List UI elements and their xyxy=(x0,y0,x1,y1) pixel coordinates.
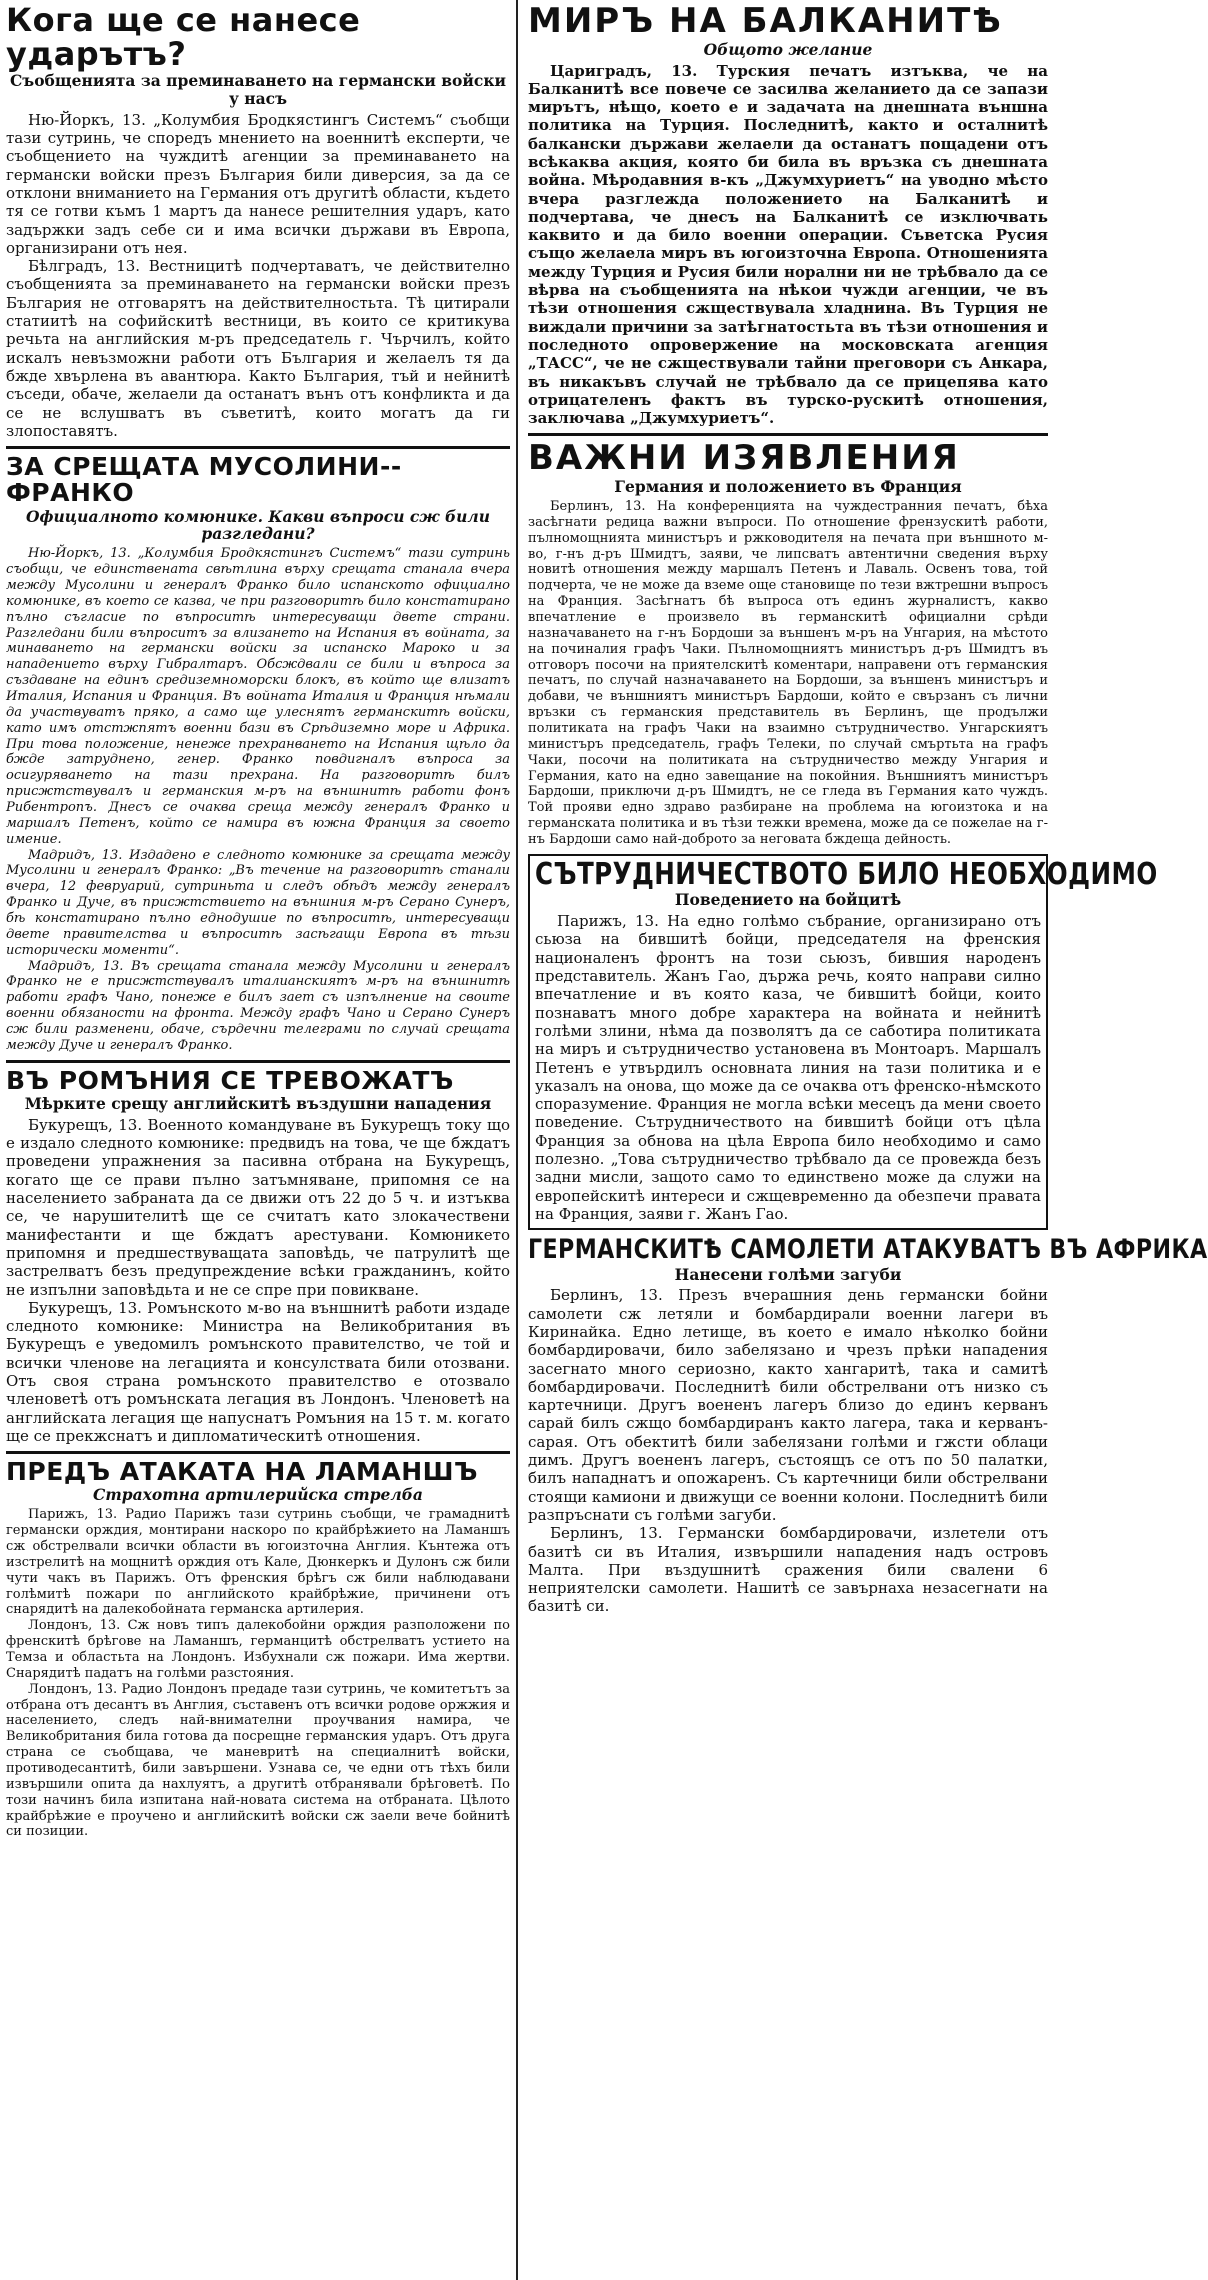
article-paragraph: Лондонъ, 13. Радио Лондонъ предаде тази сутринь, че комитетътъ за отбрана отъ десантъ въ Англия, съставенъ отъ всички родове оржжия и населението, следъ най-внимателни проучвания намира, че Великобритания била готова да посрещне германския ударъ. Отъ друга страна се съобщава, че маневритѣ на специалнитѣ войски, противодесантитѣ, били завършени. Узнава се, че едни отъ тѣхъ били извършили опита да нахлуятъ, а другитѣ отбранявали брѣговетѣ. По този начинъ била изпитана най-новата система на отбраната. Цѣлото крайбрѣжие е проучено и английскитѣ войски сж заели вече бойнитѣ си позиции. xyxy=(6,1681,510,1840)
article-subhead: Съобщенията за преминаването на германски войски у насъ xyxy=(9,71,507,108)
article-paragraph: Мадридъ, 13. Издадено е следното комюнике за срещата между Мусолини и генералъ Франко: „Въ течение на разговоритѣ станали вчера, 12 февруарий, сутриньта и следъ обѣдъ между генералъ Франко и Дуче, въ присжтствието на външния м-ръ Серано Сунеръ, бѣ констатирано пълно еднодушие по въпроситѣ, интересуващи двете правителства и въпроситѣ засѣгащи Европа въ тѣзи исторически моменти“. xyxy=(6,847,510,958)
article-balkans xyxy=(528,1,1048,428)
article-statements xyxy=(528,438,1048,847)
article-subhead: Страхотна артилерийска стрелба xyxy=(93,1485,423,1505)
article-headline: Кога ще се нанесе ударътъ? xyxy=(6,1,361,73)
article-headline: ВЪ РОМЪНИЯ СЕ ТРЕВОЖАТЪ xyxy=(6,1065,454,1095)
article-paragraph: Букурещъ, 13. Военното командуване въ Букурещъ току що е издало следното комюнике: предвидъ на това, че ще бждатъ проведени упражнения за пасивна отбрана на Букурещъ, когато ще се прави пълно затъмняване, припомня се на населението забраната да се движи отъ 22 до 5 ч. и изтъква се, че нарушителитѣ ще се считатъ като злокачествени манифестанти и ще бждатъ арестувани. Комюникето припомня и предшествуващата заповѣдь, че патрулитѣ ще застрелватъ безъ предупреждение всѣки гражданинъ, който не изпълни заповѣдьта и не се спре при повикване. xyxy=(6,1115,510,1299)
section-rule xyxy=(528,433,1048,436)
article-headline: МИРЪ НА БАЛКАНИТѢ xyxy=(528,1,1003,41)
article-paragraph: Берлинъ, 13. На конференцията на чуждестранния печатъ, бѣха засѣгнати редица важни въпроси. По отношение френзускитѣ работи, пълномощнията министъръ и ржководителя на печата при външното м-во, г-нъ д-ръ Шмидтъ, заяви, че липсватъ автентични сведения върху новитѣ отношения между маршалъ Петенъ и Лаваль. Освенъ това, той подчерта, че не може да вземе още становище по тези вжтрешни въпросъ на Франция. Засѣгнатъ бѣ въпроса отъ единъ журналистъ, какво впечатление е произвело въ германскитѣ официални срѣди назначаването на г-нъ Бордоши за външенъ м-ръ на Унгария, на мѣстото на починалия графъ Чаки. Пълномощниятъ министъръ д-ръ Шмидтъ въ отговоръ посочи на приятелскитѣ коментари, направени отъ германския печатъ, по случай назначаването на Бордоши, за външенъ министъръ и добави, че външниятъ министъръ Бардоши, който е свързанъ съ лични връзки съ германския представитель въ Берлинъ, ще продължи политиката на графъ Чаки на взаимно сътрудничество. Унгарскиятъ министъръ председатель, графъ Телеки, по случай смъртьта на графъ Чаки, посочи на политиката на сътрудничество между Унгария и Германия, като на едно завещание на покойния. Външниятъ министъръ Бардоши, приключи д-ръ Шмидтъ, не се гледа въ Германия като чуждъ. Той прояви едно здраво разбиране на проблема на югоизтока и на германската политика и въ тѣзи тежки времена, може да се пожелае на г-нъ Бардоши само най-доброто за неговата бждеща дейность. xyxy=(528,498,1048,847)
right-column xyxy=(528,1,1208,1622)
article-paragraph: Мадридъ, 13. Въ срещата станала между Мусолини и генералъ Франко не е присжтствувалъ италианскиятъ м-ръ на външнитѣ работи графъ Чано, понеже е билъ зает съ изпълнение на своите военни обязаности на фронта. Между графъ Чано и Серано Сунеръ сж били разменени, обаче, сърдечни телеграми по случай срещата между Дуче и генералъ Франко. xyxy=(6,958,510,1053)
article-cooperation xyxy=(528,854,1158,1230)
article-subhead: Поведението на бойцитѣ xyxy=(674,890,902,910)
article-paragraph: Ню-Йоркъ, 13. „Колумбия Бродкястингъ Системъ“ тази сутринь съобщи, че единствената свѣтлина върху срещата станала вчера между Мусолини и генералъ Франко било испанското официално комюнике, въ което се казва, че при разговоритѣ било констатирано пълно съгласие по въпроситѣ интересуващи двете страни. Разгледани били въпроситъ за влизането на Испания въ войната, за минаването на германски войски за испанско Мароко и за нападението върху Гибралтаръ. Обсждвали се били и въпроса за създаване на единъ средиземноморски блокъ, въ който ще влизатъ Италия, Испания и Франция. Въ войната Италия и Франция нѣмали да участвуватъ пряко, а само ще улеснятъ германскитѣ войски, като имъ отстжпятъ военни бази въ Срѣдиземно море и Африка. При това положение, ненеже прехранването на Испания щѣло да бжде затруднено, генер. Франко повдигналъ въпроса за осигуряването на тази прехрана. На разговоритѣ билъ присжтствувалъ и германския м-ръ на външнитѣ работи фонъ Рибентропъ. Днесъ се очаква среща между генералъ Франко и маршалъ Петенъ, който се намира въ южна Франция за своето имение. xyxy=(6,546,510,847)
article-paragraph: Бѣлградъ, 13. Вестницитѣ подчертаватъ, че действително съобщенията за преминаването на германски войски презъ България не отговарятъ на действителностьта. Тѣ цитирали статиитѣ на софийскитѣ вестници, въ които се критикува речьта на английския м-ръ председатель г. Чърчилъ, който искалъ невъзможни работи отъ България и желаелъ тя да бжде хвърлена въ авантюра. Както България, тъй и нейнитѣ съседи, обаче, желаели да останатъ вънъ отъ конфликта и да се не вслушватъ въ съветитѣ, които могатъ да ги злопоставятъ. xyxy=(6,257,510,440)
section-rule xyxy=(6,1060,510,1063)
article-channel xyxy=(6,1459,510,1840)
article-headline: ГЕРМАНСКИТѢ САМОЛЕТИ АТАКУВАТЪ ВЪ АФРИКА xyxy=(528,1234,1208,1266)
section-rule xyxy=(6,1451,510,1454)
article-headline: ЗА СРЕЩАТА МУСОЛИНИ--ФРАНКО xyxy=(6,452,402,508)
article-paragraph: Парижъ, 13. На едно голѣмо събрание, организирано отъ сьюза на бившитѣ бойци, председателя на френския националенъ фронтъ на този сьюзъ, бившия народенъ представитель. Жанъ Гао, държа речь, която направи силно впечатление и въ която каза, че бившитѣ бойци, които познаватъ много добре характера на войната и нейнитѣ голѣми злини, нѣма да позволятъ да се саботира политиката на миръ и сътрудничество установена въ Монтоаръ. Маршалъ Петенъ е утвърдилъ основната линия на тази политика и е указалъ на онова, що може да се очаква отъ френско-нѣмското споразумение. Франция не могла всѣки месецъ да мени своето поведение. Сътрудничеството на бившитѣ бойци отъ цѣла Франция за обнова на цѣла Европа било необходимо и само полезно. „Това сътрудничество трѣбвало да се провежда безъ задни мисли, защото само то единствено може да служи на европейскитѣ интереси и сжщевременно да обезпечи правата на Франция, заяви г. Жанъ Гао. xyxy=(535,912,1041,1223)
column-divider xyxy=(516,0,518,2280)
article-paragraph: Цариградъ, 13. Турския печатъ изтъква, че на Балканитѣ все повече се засилва желанието да се запази мирътъ, нѣщо, което е и задачата на днешната външна политика на Турция. Последнитѣ, както и осталнитѣ балкански държави желаели да останатъ пощадени отъ всѣкаква акция, която би била въ връзка съ днешната война. Мѣродавния в-къ „Джумхуриетъ“ на уводно мѣсто вчера разглежда положението на Балканитѣ и подчертава, че днесъ на Балканитѣ се изключвать каквито и да било военни операции. Съветска Русия също желаела миръ въ югоизточна Европа. Отношенията между Турция и Русия били норални ни не трѣбвало да се вѣрва на съобщенията на нѣкои чужди агенции, че въ тѣзи отношения сжществувала хладнина. Въ Турция не виждали причини за затѣгнатостьта въ тѣзи отношения и последното опровержение на московската агенция „ТАСС“, че не сжществували тайни преговори съ Анкара, въ никакъвъ случай не трѣбвало да се прицепява като отрицателенъ фактъ въ турско-рускитѣ отношения, заключава „Джумхуриетъ“. xyxy=(528,61,1048,428)
article-mussolini-franco xyxy=(6,454,510,1054)
article-paragraph: Ню-Йоркъ, 13. „Колумбия Бродкястингъ Системъ“ съобщи тази сутринь, че споредъ мнението на военнитѣ експерти, че съобщението на чуждитѣ агенции за преминаването на германски войски презъ България били диверсия, за да се отклони вниманието на Германия отъ другитѣ области, където тя се готви къмъ 1 мартъ да нанесе решителния ударъ, като задържки задъ себе си и има всички държави въ Европа, организирани отъ нея. xyxy=(6,110,510,257)
article-subhead: Нанесени голѣми загуби xyxy=(674,1264,902,1284)
section-rule xyxy=(6,446,510,449)
article-headline: СЪТРУДНИЧЕСТВОТО БИЛО НЕОБХОДИМО xyxy=(535,856,1158,892)
article-headline: ВАЖНИ ИЗЯВЛЕНИЯ xyxy=(528,438,960,479)
article-paragraph: Берлинъ, 13. Германски бомбардировачи, излетели отъ базитѣ си въ Италия, извършили нападения надъ островъ Малта. При въздушнитѣ сражения били свалени 6 неприятелски самолети. Нашитѣ се завърнаха незасегнати на базитѣ си. xyxy=(528,1524,1048,1616)
article-romania xyxy=(6,1065,510,1445)
left-column xyxy=(6,1,510,1846)
article-paragraph: Лондонъ, 13. Сж новъ типъ далекобойни орждия разположени по френскитѣ брѣгове на Ламаншъ, германцитѣ обстрелватъ устието на Темза и областьта на Лондонъ. Избухнали сж пожари. Има жертви. Снарядитѣ падатъ на голѣми разстояния. xyxy=(6,1618,510,1681)
article-subhead: Официалното комюнике. Какви въпроси сж били разгледани? xyxy=(25,506,491,544)
article-subhead: Общото желание xyxy=(703,39,873,59)
article-paragraph: Букурещъ, 13. Ромънското м-во на външнитѣ работи издаде следното комюнике: Министра на Великобритания въ Букурещъ е уведомилъ ромънското правителство, че той и всички членове на легацията и консулствата били отозвани. Отъ своя страна ромънското правителство е отозвало членоветѣ отъ ромънската легация въ Лондонъ. Членоветѣ на английската легация ще напуснатъ Ромъния на 15 т. м. когато ще се прекжснатъ и дипломатическитѣ отношения. xyxy=(6,1298,510,1445)
article-paragraph: Берлинъ, 13. Презъ вчерашния день германски бойни самолети сж летяли и бомбардирали военни лагери въ Киринайка. Едно летище, въ което е имало нѣколко бойни бомбардировачи, било забелязано и чрезъ прѣки нападения засегнато много сериозно, както хангаритѣ, така и самитѣ бомбардировачи. Последнитѣ били обстрелвани отъ низко съ картечници. Другъ воененъ лагеръ близо до единъ керванъ сарай билъ сжщо бомбардиранъ както лагера, така и керванъ-сарая. Отъ обектитѣ били забелязани голѣми и гжсти облаци димъ. Другъ воененъ лагеръ, състоящъ се отъ по 50 палатки, билъ нападнатъ и опожаренъ. Съ картечници били обстрелвани стоящи камиони и движущи се военни колони. Последнитѣ били разпръснати съ голѣми загуби. xyxy=(528,1286,1048,1524)
article-subhead: Мѣрките срещу английскитѣ въздушни нападения xyxy=(24,1094,492,1114)
article-paragraph: Парижъ, 13. Радио Парижъ тази сутринь съобщи, че грамаднитѣ германски орждия, монтирани наскоро по крайбрѣжието на Ламаншъ сж обстрелвали всички области въ югоизточна Англия. Кънтежа отъ изстрелитѣ на мощнитѣ орждия отъ Кале, Дюнкеркъ и Дулонъ сж били чути чакъ въ Парижъ. Отъ френския брѣгъ сж били наблюдавани голѣмитѣ пожари по английското крайбрѣжие, причинени отъ снарядитѣ на далекобойната германска артилерия. xyxy=(6,1507,510,1618)
article-strike xyxy=(6,1,510,440)
article-headline: ПРЕДЪ АТАКАТА НА ЛАМАНШЪ xyxy=(6,1457,479,1487)
article-africa xyxy=(528,1234,1208,1616)
article-subhead: Германия и положението въ Франция xyxy=(614,477,962,497)
